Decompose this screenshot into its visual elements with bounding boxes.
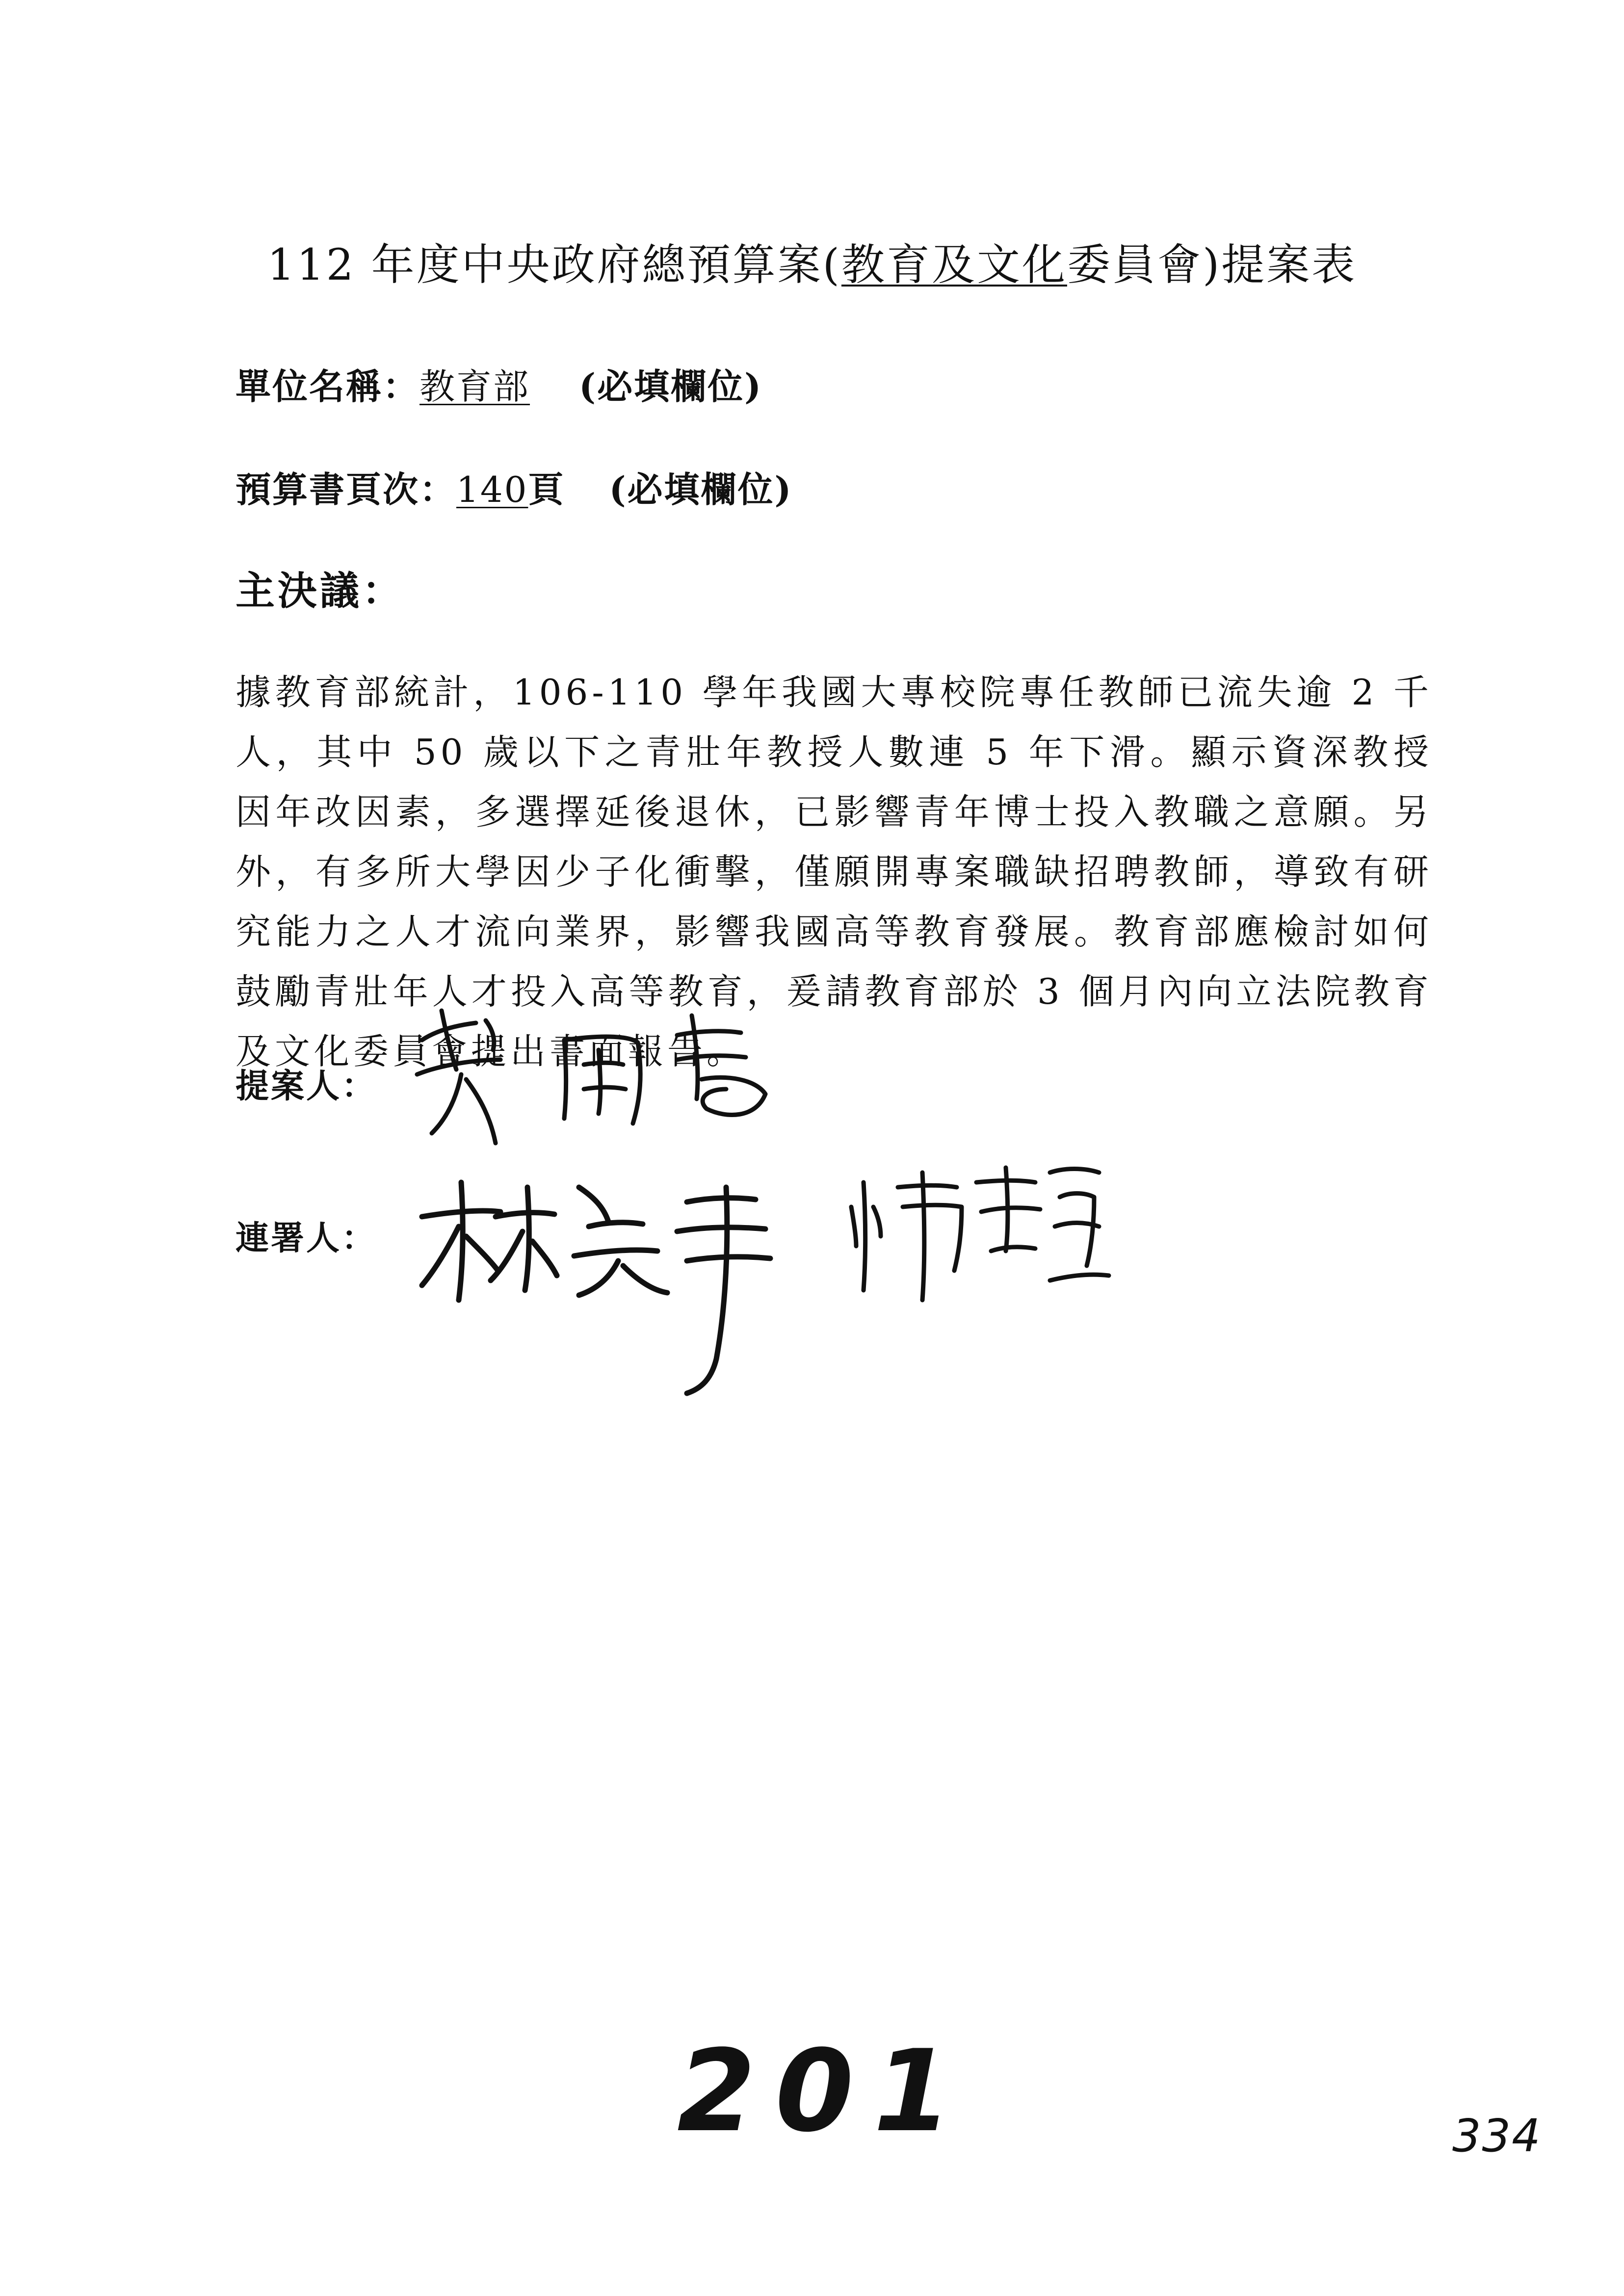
unit-name-label: 單位名稱： [236,365,420,407]
page-number-text: 334 [1452,2110,1542,2162]
cosigner-label: 連署人： [236,1219,377,1258]
document-title [0,231,1624,292]
proposer-label: 提案人： [236,1067,377,1106]
main-resolution-heading: 主決議： [236,568,404,614]
budget-page-unit: 頁 [528,469,565,510]
main-resolution-text: 據教育部統計，106-110 學年我國大專校院專任教師已流失逾 2 千人，其中 50 歲以下之青壯年教授人數連 5 年下滑。顯示資深教授因年改因素，多選擇延後退休，已影響青年博士投入教職之意願。另外，有多所大學因少子化衝擊，僅願開專案職缺招聘教師，導致有研究能力之人才流向業界，影響我國高等教育發展。教育部應檢討如何鼓勵青壯年人才投入高等教育，爰請教育部於 3 個月內向立法院教育及文化委員會提出書面報告。 [236,672,1433,1072]
cosigner-signature-2 [844,1153,1119,1310]
cosigner-signature-1 [412,1168,814,1403]
title-suffix: 委員會)提案表 [1067,239,1357,290]
budget-page-value: 140 [456,469,528,510]
budget-page-label: 預算書頁次： [236,469,457,510]
budget-page-field [236,461,793,512]
title-committee: 教育及文化 [841,239,1067,290]
proposer-signature [402,1001,824,1158]
sequence-number-text: 201 [677,2026,972,2157]
handwritten-sequence-number [677,2026,971,2157]
unit-name-value: 教育部 [419,366,530,407]
page-required-note: (必填欄位) [609,469,793,510]
title-prefix: 112 年度中央政府總預算案( [267,239,841,290]
handwritten-page-number [1452,2110,1542,2162]
unit-required-note: (必填欄位) [579,365,763,407]
unit-name-field [236,358,762,409]
